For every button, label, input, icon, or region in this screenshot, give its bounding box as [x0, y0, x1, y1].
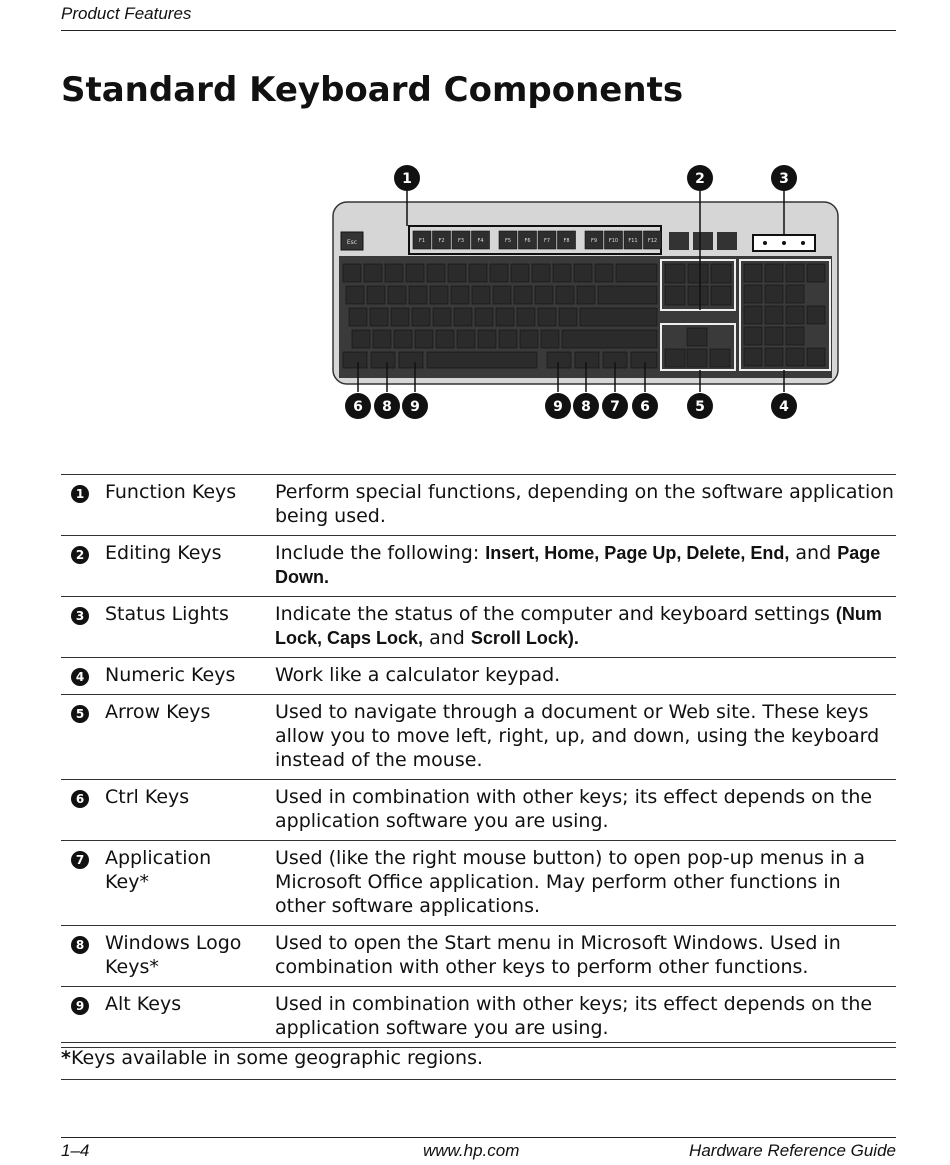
f-key-label: F3: [457, 238, 465, 244]
svg-text:5: 5: [695, 399, 705, 415]
item-description: Perform special functions, depending on the software application being used.: [275, 481, 894, 527]
callout-6-right: [632, 393, 658, 419]
callout-9-left: [402, 393, 428, 419]
page-title: Standard Keyboard Components: [61, 70, 684, 110]
table-row: [61, 695, 896, 780]
svg-text:9: 9: [410, 399, 420, 415]
footer-doc-title: Hardware Reference Guide: [689, 1141, 896, 1160]
section-name: Product Features: [61, 4, 192, 23]
f-key-label: F11: [628, 238, 638, 244]
item-name: Alt Keys: [105, 993, 182, 1015]
footnote: [61, 1042, 896, 1080]
f-key-label: F10: [608, 238, 619, 244]
item-description: Used to open the Start menu in Microsoft Windows. Used in combination with other keys to perform other functions.: [275, 932, 841, 978]
footnote-star: *: [61, 1047, 71, 1069]
svg-text:9: 9: [553, 399, 563, 415]
table-row: [61, 475, 896, 536]
footer-url: www.hp.com: [423, 1141, 520, 1160]
item-name: Numeric Keys: [105, 664, 236, 686]
callout-5: [687, 393, 713, 419]
table-row: [61, 780, 896, 841]
item-name: Editing Keys: [105, 542, 222, 564]
table-row: [61, 926, 896, 987]
components-table: [61, 474, 896, 1048]
f-key-label: F8: [563, 238, 570, 244]
item-name: Ctrl Keys: [105, 786, 190, 808]
item-description: Include the following: Insert, Home, Page Up, Delete, End, and Page Down.: [275, 542, 881, 587]
table-row: [61, 536, 896, 597]
item-description: Used in combination with other keys; its effect depends on the application software you are using.: [275, 786, 873, 832]
table-row: [61, 987, 896, 1048]
item-number: 3: [71, 607, 89, 625]
callout-4: [771, 393, 797, 419]
item-number: 6: [71, 790, 89, 808]
callout-1: [394, 165, 420, 191]
table-row: [61, 658, 896, 695]
running-header: [61, 4, 896, 31]
svg-text:6: 6: [353, 399, 363, 415]
callout-7: [602, 393, 628, 419]
item-description: Used to navigate through a document or Web site. These keys allow you to move left, right, up, and down, using the keyboard instead of the mouse.: [275, 701, 880, 771]
item-name: Status Lights: [105, 603, 229, 625]
table-row: [61, 841, 896, 926]
item-description: Used (like the right mouse button) to open pop-up menus in a Microsoft Office application. May perform other functions in other software applications.: [275, 847, 865, 917]
f-key-label: F5: [504, 238, 512, 244]
item-number: 1: [71, 485, 89, 503]
svg-text:1: 1: [402, 171, 412, 187]
item-number: 5: [71, 705, 89, 723]
item-description: Work like a calculator keypad.: [275, 664, 561, 686]
item-name: Function Keys: [105, 481, 237, 503]
callout-6-left: [345, 393, 371, 419]
item-name: Arrow Keys: [105, 701, 211, 723]
page-footer: [61, 1137, 896, 1164]
footnote-text: Keys available in some geographic regions.: [70, 1047, 484, 1069]
f-key-label: F7: [543, 238, 551, 244]
callout-9-right: [545, 393, 571, 419]
keyboard-illustration: [325, 160, 845, 430]
item-number: 9: [71, 997, 89, 1015]
svg-text:3: 3: [779, 171, 789, 187]
keyboard-figure: [325, 160, 845, 430]
f-key-label: F9: [590, 238, 598, 244]
svg-text:8: 8: [382, 399, 392, 415]
svg-text:7: 7: [610, 399, 620, 415]
f-key-label: F2: [438, 238, 445, 244]
svg-text:8: 8: [581, 399, 591, 415]
f-key-label: F6: [524, 238, 531, 244]
f-key-label: F4: [477, 238, 484, 244]
item-number: 4: [71, 668, 89, 686]
esc-key-label: Esc: [346, 239, 358, 246]
page-number: 1–4: [61, 1141, 90, 1160]
item-description: Indicate the status of the computer and keyboard settings (Num Lock, Caps Lock, and Scroll Lock).: [275, 603, 882, 649]
svg-text:2: 2: [695, 171, 705, 187]
table-row: [61, 597, 896, 658]
callout-8-right: [573, 393, 599, 419]
svg-text:4: 4: [779, 399, 789, 415]
callout-8-left: [374, 393, 400, 419]
item-description: Used in combination with other keys; its effect depends on the application software you are using.: [275, 993, 873, 1039]
item-name: Windows Logo Keys*: [105, 932, 242, 978]
f-key-label: F12: [647, 238, 658, 244]
item-name: Application Key*: [105, 847, 212, 893]
f-key-label: F1: [418, 238, 426, 244]
item-number: 2: [71, 546, 89, 564]
item-number: 8: [71, 936, 89, 954]
svg-text:6: 6: [640, 399, 650, 415]
callout-2: [687, 165, 713, 191]
callout-3: [771, 165, 797, 191]
item-number: 7: [71, 851, 89, 869]
